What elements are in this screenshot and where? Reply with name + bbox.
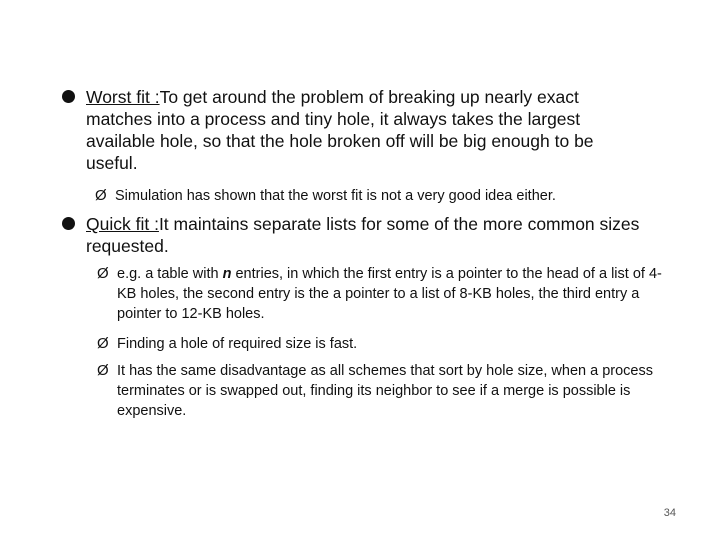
arrow-bullet-icon: Ø: [97, 335, 109, 352]
sub-bullet-text: Simulation has shown that the worst fit is not a very good idea either.: [115, 188, 556, 204]
sub-bullet-table-example: [97, 264, 662, 324]
sub-bullet-text: It has the same disadvantage as all schemes that sort by hole size, when a process terminates or is swapped out, finding its neighbor to see if a merge is possible is expensive.: [117, 363, 653, 419]
sub-bullet-text: [117, 264, 662, 324]
text-part: entries, in which the first entry is a pointer to the head of a list of 4-KB holes, the second entry is the a pointer to a list of 8-KB holes, the third entry a pointer to 12-KB holes.: [117, 266, 662, 322]
sub-bullet-simulation: [95, 186, 685, 206]
bullet-text: [86, 86, 642, 174]
term-worst-fit: Worst fit :: [86, 87, 160, 107]
bullet-worst-fit: [62, 86, 642, 174]
bullet-quick-fit: [62, 213, 642, 257]
sub-bullet-fast: [97, 334, 662, 354]
quick-fit-description: It maintains separate lists for some of the more common sizes requested.: [86, 214, 640, 256]
term-quick-fit: Quick fit :: [86, 214, 159, 234]
arrow-bullet-icon: Ø: [97, 265, 109, 282]
sub-bullet-disadvantage: [97, 361, 662, 421]
worst-fit-description: To get around the problem of breaking up nearly exact matches into a process and tiny hole, it always takes the largest available hole, so that the hole broken off will be big enough to be useful.: [86, 87, 594, 173]
bullet-dot-icon: [62, 217, 75, 230]
bullet-dot-icon: [62, 90, 75, 103]
page-number: 34: [663, 507, 676, 519]
text-part: e.g. a table with: [117, 266, 223, 282]
sub-bullet-text: Finding a hole of required size is fast.: [117, 336, 358, 352]
arrow-bullet-icon: Ø: [97, 362, 109, 379]
variable-n: n: [222, 266, 232, 282]
arrow-bullet-icon: Ø: [95, 187, 107, 204]
bullet-text: [86, 213, 642, 257]
